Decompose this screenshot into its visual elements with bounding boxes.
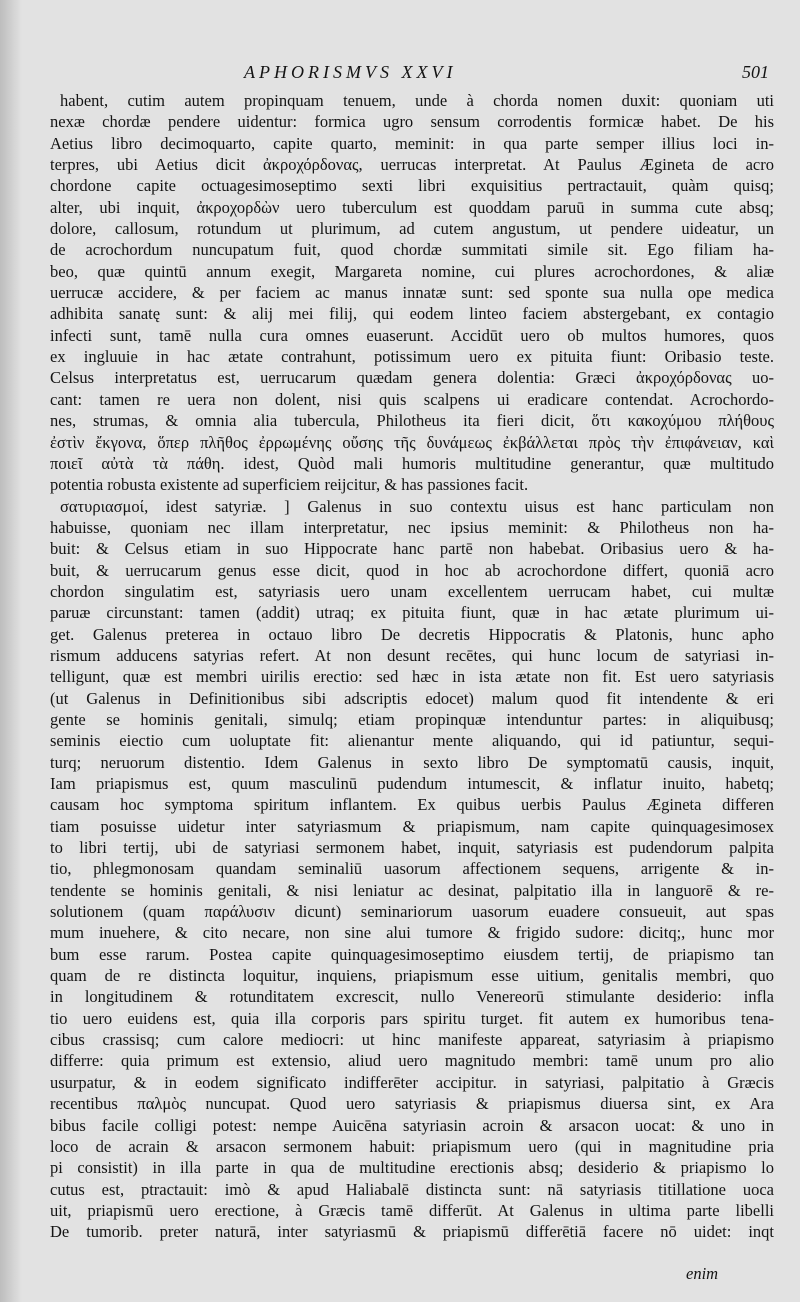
text-line: σατυριασμοί, idest satyriæ. ] Galenus in suo contextu uisus est hanc particulam non bbox=[60, 496, 774, 516]
text-line: cutus est, ptractauit: imò & apud Haliabalē distincta sunt: nā satyriasis titillatione uoca bbox=[50, 1179, 774, 1199]
text-line: recentibus παλμὸς nuncupat. Quod uero satyriasis & priapismus diuersa sint, ex Ara bbox=[50, 1094, 774, 1114]
running-title: APHORISMVS XXVI bbox=[244, 62, 457, 82]
text-line: Iam priapismus est, quum masculinū pudendum intumescit, & inflatur inuito, habetq; bbox=[50, 774, 774, 793]
text-line: alter, ubi inquit, ἀκροχορδὼν uero tuberculum est quoddam paruū in summa cute absq; bbox=[50, 197, 774, 217]
text-line: telligunt, quæ est membri uirilis erectio: sed hæc in ista ætate non fit. Est uero satyriasis bbox=[50, 667, 774, 687]
text-line: De tumorib. preter naturā, inter satyriasmū & priapismū differētiā facere nō uidet: inqt bbox=[50, 1222, 774, 1242]
text-line: de acrochordum nuncupatum fuit, quod chordæ summitati simile sit. Ego filiam ha- bbox=[50, 240, 774, 260]
text-line: beo, quæ quintū annum exegit, Margareta nomine, cui plures acrochordones, & aliæ bbox=[50, 261, 774, 281]
text-line: to libri tertij, ubi de satyriasi sermonem habet, inquit, satyriasis est pudendorum palpita bbox=[50, 838, 774, 858]
text-line: Aetius libro decimoquarto, capite quarto, meminit: in qua parte semper illius loci in- bbox=[50, 133, 774, 153]
text-line: mum inuehere, & cito necare, non sine alui tumore & frigido sudore: dicitq;, hunc mor bbox=[50, 923, 774, 943]
text-line: Celsus interpretatus est, uerrucarum quædam genera dolentia: Græci ἀκροχόρδονας uo- bbox=[50, 368, 774, 388]
text-line: buit, & uerrucarum genus esse dicit, quod in hoc ab acrochordone differt, quoniā acro bbox=[50, 560, 774, 580]
page-header bbox=[0, 62, 800, 84]
text-line: ex ingluuie in hac ætate contrahunt, potissimum uero ex pituita fiunt: Oribasio teste. bbox=[50, 347, 774, 367]
text-line: (ut Galenus in Definitionibus sibi adscriptis edocet) malum quod fit intendente & eri bbox=[50, 688, 774, 708]
text-line: uit, priapismū uero erectione, à Græcis tamē differūt. At Galenus in ultima parte libelli bbox=[50, 1200, 774, 1220]
text-line: tio, phlegmonosam quandam seminaliū uasorum affectionem sequens, arrigente & in- bbox=[50, 859, 774, 879]
text-body bbox=[50, 90, 774, 1243]
text-line: chordon singulatim est, satyriasis uero unam excellentem uerrucam habet, cui multæ bbox=[50, 581, 774, 601]
text-line: get. Galenus preterea in octauo libro De decretis Hippocratis & Platonis, hunc apho bbox=[50, 624, 774, 644]
text-line: adhibita sanatę sunt: & alij mei filij, qui eodem linteo faciem abstergebant, ex contagio bbox=[50, 304, 774, 324]
text-line: ἐστὶν ἔκγονα, ὅπερ πλῆθος ἐρρωμένης οὔσης τῆς δυνάμεως ἐκβάλλεται πρὸς τὴν ἐπιφάνειαν, καὶ bbox=[50, 432, 774, 452]
text-line: cibus crassisq; cum calore mediocri: ut hinc manifeste appareat, satyriasim à priapismo bbox=[50, 1030, 774, 1050]
text-line: paruæ circunstant: tamen (addit) utraq; ex pituita fiunt, quæ in hac ætate plurimum ui- bbox=[50, 603, 774, 623]
text-line: tendente se hominis genitali, & nisi leniatur ac desinat, palpitatio illa in languorē & re- bbox=[50, 880, 774, 900]
text-line: pi consistit) in illa parte in qua de multitudine erectionis absq; desiderio & priapismo lo bbox=[50, 1158, 774, 1178]
text-line: infecti sunt, tamē nulla cura omnes euaserunt. Accidūt uero ob multos humores, quos bbox=[50, 325, 774, 345]
text-line: rismum adducens satyrias refert. At non desunt recētes, qui hunc locum de satyriasi in- bbox=[50, 645, 774, 665]
text-line: tiam posuisse uidetur inter satyriasmum & priapismum, nam capite quinquagesimosex bbox=[50, 816, 774, 836]
text-line: loco de acrain & arsacon sermonem habuit: priapismum uero (qui in magnitudine pria bbox=[50, 1136, 774, 1156]
text-line: buit: & Celsus etiam in suo Hippocrate hanc partē non habebat. Oribasius uero & ha- bbox=[50, 539, 774, 559]
text-line: chordone capite octuagesimoseptimo sexti libri exquisitius pertractauit, quàm quisq; bbox=[50, 176, 774, 196]
text-line: seminis eiectio cum uoluptate fit: alienantur mente aliquando, qui id patiuntur, sequi- bbox=[50, 731, 774, 751]
text-line: bum esse rarum. Postea capite quinquagesimoseptimo eiusdem tertij, de priapismo tan bbox=[50, 944, 774, 964]
text-line: usurpatur, & in eodem significato indifferēter accipitur. in satyriasi, palpitatio à Græcis bbox=[50, 1072, 774, 1092]
text-line: differre: quia primum est extensio, aliud uero magnitudo membri: tamē unum pro alio bbox=[50, 1051, 774, 1071]
text-line: terpres, ubi Aetius dicit ἀκροχόρδονας, uerrucas interpretat. At Paulus Ægineta de acro bbox=[50, 155, 774, 175]
text-line: dolore, callosum, rotundum ut plurimum, ad cutem angustum, ut pendere uideatur, un bbox=[50, 219, 774, 239]
text-line: ποιεῖ αὐτὰ τὰ πάθη. idest, Quòd mali humoris multitudine generantur, quæ multitudo bbox=[50, 453, 774, 473]
text-line: quam de re distincta loquitur, inquiens, priapismum esse uitium, genitalis membri, quo bbox=[50, 966, 774, 986]
text-line: habent, cutim autem propinquam tenuem, unde à chorda nomen duxit: quoniam uti bbox=[60, 91, 774, 110]
text-line: cant: tamen re uera non dolent, nisi quis scalpens ui eradicare contendat. Acrochordo- bbox=[50, 389, 774, 409]
page-number: 501 bbox=[742, 62, 769, 82]
text-line: gente se hominis genitali, simulq; etiam propinquæ intenduntur partes: in aliquibusq; bbox=[50, 709, 774, 729]
text-line: uerrucæ accidere, & per faciem ac manus innatæ sunt: sed sponte sua nulla ope medica bbox=[50, 283, 774, 303]
text-line: tio uero euidens est, quia illa corporis pars spiritu turget. fit autem ex humoribus tena- bbox=[50, 1008, 774, 1028]
text-line: habuisse, quoniam nec illam interpretatur, nec ipsius meminit: & Philotheus non ha- bbox=[50, 517, 774, 537]
text-line: solutionem (quam παράλυσιν dicunt) seminariorum uasorum euadere consueuit, aut spas bbox=[50, 902, 774, 922]
text-line: nexæ chordæ pendere uidentur: formica ugro sensum corrodentis formicæ habet. De his bbox=[50, 112, 774, 132]
text-line: turq; neruorum distentio. Idem Galenus in sexto libro De symptomatū causis, inquit, bbox=[50, 752, 774, 772]
text-line: nes, strumas, & omnia alia tubercula, Philotheus ita fieri dicit, ὅτι κακοχύμου πλήθους bbox=[50, 411, 774, 431]
catchword: enim bbox=[686, 1264, 719, 1283]
text-line: causam hoc symptoma spiritum inflantem. Ex quibus uerbis Paulus Ægineta differen bbox=[50, 795, 774, 815]
text-line: bibus facile colligi potest: nempe Auicēna satyriasin acroin & arsacon uocat: & uno in bbox=[50, 1115, 774, 1135]
text-line: potentia robusta existente ad superficiem reijcitur, & has passiones facit. bbox=[50, 475, 529, 495]
text-line: in longitudinem & rotunditatem excrescit, nullo Venereorū stimulante desiderio: infla bbox=[50, 987, 774, 1007]
